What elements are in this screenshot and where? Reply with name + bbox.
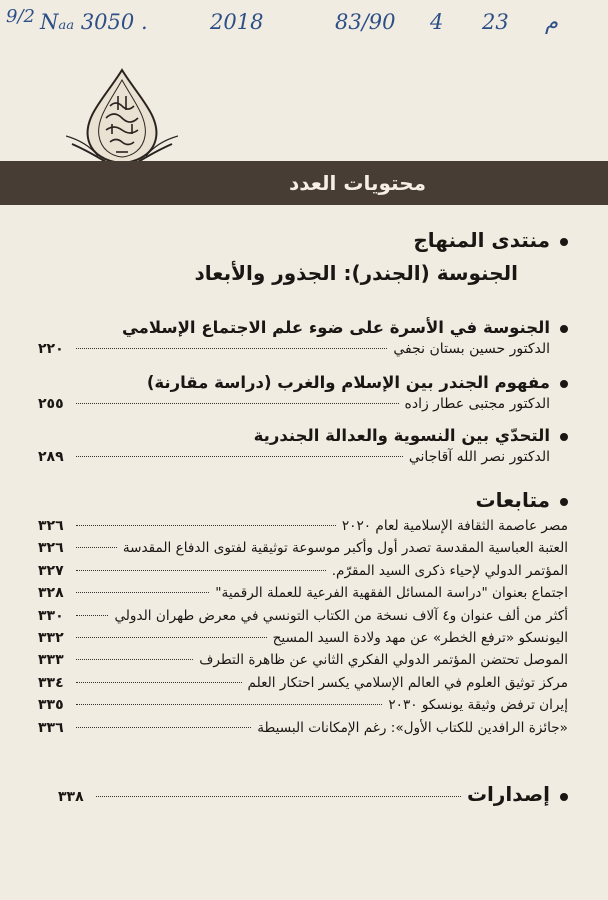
news-item-text: مركز توثيق العلوم في العالم الإسلامي يكسر احتكار العلم: [247, 674, 568, 691]
leader-dots: [76, 704, 382, 705]
leader-dots: [96, 796, 461, 797]
article-title-text: مفهوم الجندر بين الإسلام والغرب (دراسة مقارنة): [146, 373, 550, 392]
publications-label: إصدارات: [466, 782, 550, 806]
article-entry: [38, 426, 568, 465]
article-title-text: الجنوسة في الأسرة على ضوء علم الاجتماع الإسلامي: [121, 318, 550, 337]
article-author-row: [38, 449, 568, 465]
page-number: ٣٣٨: [58, 789, 84, 805]
news-item: [38, 630, 568, 652]
handwritten-number: 83/90: [335, 10, 396, 34]
bullet-icon: [560, 433, 568, 441]
news-item-text: الموصل تحتضن المؤتمر الدولي الفكري الثاني عن ظاهرة التطرف: [199, 652, 568, 669]
page-number: ٣٢٨: [38, 585, 64, 602]
article-title: [38, 318, 568, 337]
handwritten-number-4: م: [545, 10, 559, 34]
news-item: [38, 697, 568, 719]
page-number: ٣٢٦: [38, 540, 64, 557]
page-number: ٣٢٧: [38, 562, 64, 579]
page-number: ٢٨٩: [38, 449, 64, 465]
news-item-text: اليونسكو «ترفع الخطر» عن مهد ولادة السيد المسيح: [272, 629, 568, 646]
page-number: ٣٣٣: [38, 652, 64, 669]
leader-dots: [76, 592, 209, 593]
news-item-text: إيران ترفض وثيقة يونسكو ٢٠٣٠: [388, 697, 568, 714]
article-author-row: [38, 341, 568, 357]
page-number: ٣٣٠: [38, 607, 64, 624]
bullet-icon: [560, 325, 568, 333]
news-item: [38, 585, 568, 607]
contents-title: محتويات العدد: [288, 171, 426, 195]
news-item-text: العتبة العباسية المقدسة تصدر أول وأكبر موسوعة توثيقية لفتوى الدفاع المقدسة: [122, 540, 568, 557]
page-number: ٣٣٤: [38, 674, 64, 691]
bullet-icon: [560, 238, 568, 246]
news-item: [38, 608, 568, 630]
flame-calligraphy-ornament-icon: [66, 66, 178, 166]
bullet-icon: [560, 793, 568, 801]
leader-dots: [76, 570, 326, 571]
news-section-heading: [476, 488, 568, 512]
leader-dots: [76, 547, 117, 548]
article-entry: [38, 373, 568, 412]
news-list: [38, 518, 568, 742]
article-title-text: التحدّي بين النسوية والعدالة الجندرية: [253, 426, 550, 445]
news-item-text: المؤتمر الدولي لإحياء ذكرى السيد المقرّم.: [331, 562, 568, 579]
handwritten-code: Nₐₐ 3050 .: [40, 10, 148, 34]
forum-section-heading: [413, 228, 568, 252]
forum-theme-title: الجنوسة (الجندر): الجذور والأبعاد: [194, 261, 518, 285]
handwritten-number-3: 23: [482, 10, 509, 34]
article-title: [38, 426, 568, 445]
news-item: [38, 652, 568, 674]
page-number: ٣٢٦: [38, 518, 64, 534]
bullet-icon: [560, 498, 568, 506]
leader-dots: [76, 659, 193, 660]
article-entry: [38, 318, 568, 357]
news-item: [38, 720, 568, 742]
leader-dots: [76, 727, 251, 728]
news-item: [38, 540, 568, 562]
leader-dots: [76, 637, 267, 638]
page-number: ٣٣٢: [38, 629, 64, 646]
article-title: [38, 373, 568, 392]
news-item-text: أكثر من ألف عنوان و٤ آلاف نسخة من الكتاب التونسي في معرض طهران الدولي: [114, 607, 568, 624]
handwritten-fraction: 9/2: [6, 6, 35, 27]
leader-dots: [76, 682, 242, 683]
handwritten-annotation: [0, 4, 608, 48]
news-item-text: اجتماع بعنوان "دراسة المسائل الفقهية الفرعية للعملة الرقمية": [215, 585, 568, 602]
leader-dots: [76, 525, 336, 526]
article-author: الدكتور مجتبى عطار زاده: [404, 396, 550, 412]
article-author: الدكتور حسين بستان نجفي: [393, 341, 550, 357]
leader-dots: [76, 348, 387, 349]
news-item: [38, 518, 568, 540]
page-number: ٢٢٠: [38, 341, 64, 357]
leader-dots: [76, 456, 403, 457]
bullet-icon: [560, 380, 568, 388]
page-number: ٢٥٥: [38, 396, 64, 412]
page-number: ٣٣٦: [38, 719, 64, 736]
news-label: متابعات: [475, 488, 550, 512]
leader-dots: [76, 615, 108, 616]
handwritten-number-2: 4: [430, 10, 444, 34]
news-item-text: مصر عاصمة الثقافة الإسلامية لعام ٢٠٢٠: [341, 518, 568, 534]
handwritten-year: 2018: [210, 10, 264, 34]
page-number: ٣٣٥: [38, 697, 64, 714]
article-author-row: [38, 396, 568, 412]
forum-label: منتدى المنهاج: [413, 228, 550, 252]
news-item: [38, 563, 568, 585]
leader-dots: [76, 403, 399, 404]
article-author: الدكتور نصر الله آقاجاني: [408, 449, 550, 465]
publications-section-heading: [40, 782, 568, 806]
news-item-text: «جائزة الرافدين للكتاب الأول»: رغم الإمكانات البسيطة: [257, 719, 568, 736]
contents-header-bar: [0, 161, 608, 205]
news-item: [38, 675, 568, 697]
